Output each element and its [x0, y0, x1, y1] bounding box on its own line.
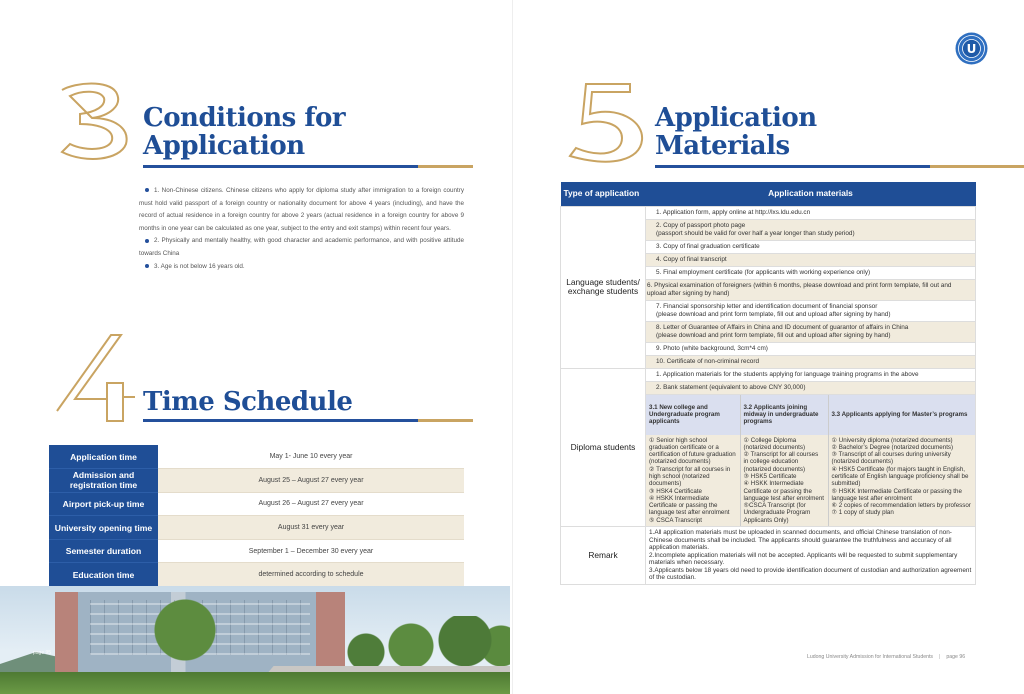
page-number-left: page 95	[33, 650, 52, 656]
title-underline	[143, 165, 473, 168]
page-footer: Ludong University Admission for International Students | page 96	[807, 654, 966, 660]
material-item: 10. Certificate of non-criminal record	[646, 355, 976, 368]
section-title-conditions: Conditions for Application	[143, 103, 346, 161]
condition-item: 3. Age is not below 16 years old.	[139, 261, 464, 274]
schedule-value: August 25 – August 27 every year	[158, 469, 464, 493]
sub-header-masters: 3.3 Applicants applying for Master’s programs	[828, 395, 975, 435]
schedule-value: August 31 every year	[158, 516, 464, 540]
material-item: 1. Application form, apply online at http://lxs.ldu.edu.cn	[646, 206, 976, 219]
sub-body-undergraduate: ① Senior high school graduation certificate or a certification of future graduation (notarized documents) ② Transcript for all courses in high school (notarized documents) ③ HSK4 Certificate ④ HSKK Intermediate Certificate or passing the language test after enrolment ⑤ CSCA Transcript	[646, 435, 740, 527]
application-materials-table	[560, 182, 976, 585]
table-row	[49, 492, 464, 516]
type-diploma-students: Diploma students	[561, 368, 646, 527]
schedule-label: Application time	[49, 445, 158, 469]
table-row	[49, 469, 464, 493]
page-number-right: page 96	[946, 654, 966, 660]
schedule-label: Airport pick-up time	[49, 492, 158, 516]
logo-monogram: U	[966, 42, 977, 56]
campus-photo	[0, 586, 510, 694]
section-title-schedule: Time Schedule	[143, 387, 353, 417]
material-item: 6. Physical examination of foreigners (within 6 months, please download and print form template, fill out and upload after signing by hand)	[646, 279, 976, 300]
table-row	[49, 516, 464, 540]
schedule-value: September 1 – December 30 every year	[158, 539, 464, 563]
bullet-icon	[145, 264, 149, 268]
table-row	[49, 563, 464, 587]
footer-text: Ludong University Admission for International Students	[807, 654, 934, 660]
page-spread-divider	[512, 0, 513, 694]
section-number-5	[566, 80, 646, 166]
remark-text: 1.All application materials must be uploaded in scanned documents, and official Chinese translation of non-Chinese documents shall be included. The applicants should guarantee the truthfulness and accuracy of all application materials. 2.Incomplete application materials will not be accepted. Applicants will be requested to submit supplementary materials when necessary. 3.Applicants below 18 years old need to provide identification document of custodian and authorization agreement of the custodian.	[646, 527, 976, 585]
conditions-list	[139, 185, 464, 273]
schedule-label: Semester duration	[49, 539, 158, 563]
schedule-label: University opening time	[49, 516, 158, 540]
column-header-materials: Application materials	[646, 182, 976, 206]
sub-body-midway: ① College Diploma (notarized documents) ② Transcript for all courses in college education (notarized documents) ③ HSK5 Certificate ④ HSKK Intermediate Certificate or passing the language test after enrolment ⑤CSCA Transcript (for Undergraduate Program Applicants Only)	[740, 435, 828, 527]
schedule-value: determined according to schedule	[158, 563, 464, 587]
title-underline	[655, 165, 1024, 168]
table-row	[49, 445, 464, 469]
bullet-icon	[145, 188, 149, 192]
section-number-3	[56, 80, 136, 162]
material-item: 1. Application materials for the students applying for language training programs in the above	[646, 368, 976, 381]
section-number-4	[55, 333, 135, 423]
outline-number-4-icon	[55, 333, 135, 423]
material-item: 8. Letter of Guarantee of Affairs in China and ID document of guarantor of affairs in China (please download and print form template, fill out and upload after signing by hand)	[646, 321, 976, 342]
material-item: 2. Bank statement (equivalent to above CNY 30,000)	[646, 381, 976, 394]
time-schedule-table	[49, 445, 464, 587]
outline-number-3-icon	[56, 80, 136, 162]
material-item: 5. Final employment certificate (for applicants with working experience only)	[646, 266, 976, 279]
material-item: 4. Copy of final transcript	[646, 253, 976, 266]
material-item: 2. Copy of passport photo page (passport should be valid for over half a year longer than study period)	[646, 219, 976, 240]
schedule-value: August 26 – August 27 every year	[158, 492, 464, 516]
remark-label: Remark	[561, 527, 646, 585]
diploma-sub-programs	[646, 394, 976, 527]
material-item: 3. Copy of final graduation certificate	[646, 240, 976, 253]
outline-number-5-icon	[566, 80, 646, 166]
schedule-label: Education time	[49, 563, 158, 587]
column-header-type: Type of application	[561, 182, 646, 206]
material-item: 7. Financial sponsorship letter and identification document of financial sponsor (please download and print form template, fill out and upload after signing by hand)	[646, 300, 976, 321]
schedule-value: May 1- June 10 every year	[158, 445, 464, 469]
university-seal-icon	[955, 32, 988, 65]
table-row	[49, 539, 464, 563]
bullet-icon	[145, 239, 149, 243]
material-item: 9. Photo (white background, 3cm*4 cm)	[646, 342, 976, 355]
sub-header-midway: 3.2 Applicants joining midway in undergraduate programs	[740, 395, 828, 435]
sub-body-masters: ① University diploma (notarized documents) ② Bachelor’s Degree (notarized documents) ③ Transcript of all courses during university (notarized documents) ④ HSK5 Certificate (for majors taught in English, certificate of English language proficiency shall be submitted) ⑤ HSKK Intermediate Certificate or passing the language test after enrolment ⑥ 2 copies of recommendation letters by professor ⑦ 1 copy of study plan	[828, 435, 975, 527]
type-language-students: Language students/ exchange students	[561, 206, 646, 368]
section-title-materials: Application Materials	[655, 103, 817, 161]
sub-header-undergraduate: 3.1 New college and Undergraduate program applicants	[646, 395, 740, 435]
condition-item: 1. Non-Chinese citizens. Chinese citizens who apply for diploma study after immigration to a foreign country must hold valid passport of a foreign country or nationality document for above 4 years (including), and have the record of actual residence in a foreign country for above 2 years (actual residence in a foreign country for above 9 months in one year can be calculated as one year, subject to the entry and exit stamps) within recent four years.	[139, 187, 464, 232]
condition-item: 2. Physically and mentally healthy, with good character and academic performance, and with positive attitude towards China	[139, 237, 464, 257]
title-underline	[143, 419, 473, 422]
schedule-label: Admission and registration time	[49, 469, 158, 493]
